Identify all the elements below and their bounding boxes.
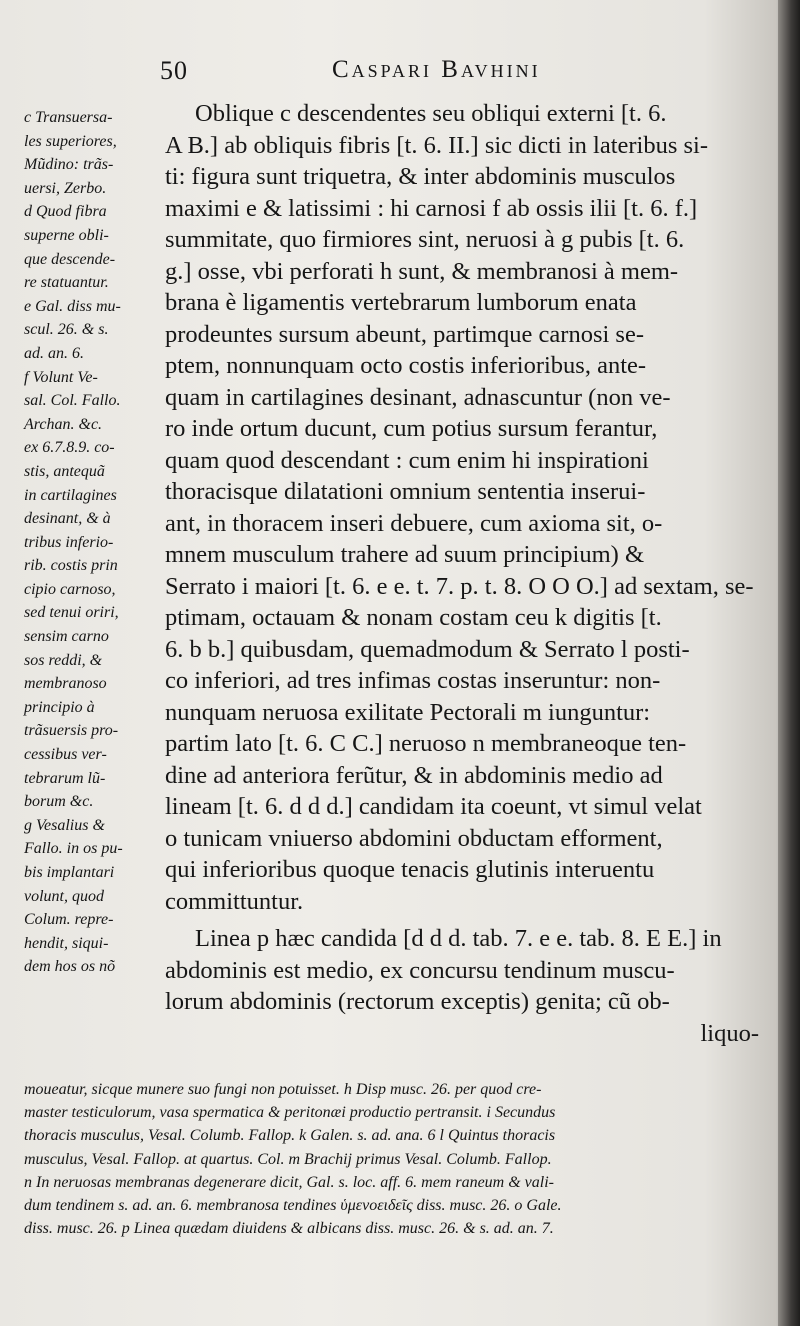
- sidenote-line: ad. an. 6.: [24, 344, 84, 362]
- sidenote-line: c Transuersa-: [24, 109, 113, 126]
- sidenote-line: principio à: [24, 698, 95, 716]
- sidenote-line: borum &c.: [24, 793, 94, 811]
- text-line: committuntur.: [165, 887, 304, 915]
- text-line: partim lato [t. 6. C C.] neruoso n membraneoque ten-: [165, 730, 687, 757]
- sidenote-line: bis implantari: [24, 864, 115, 881]
- sidenote-line: que descende-: [24, 250, 116, 268]
- page-edge-shadow: [778, 0, 800, 1326]
- text-line: ptimam, octauam & nonam costam ceu k digitis [t.: [165, 604, 662, 631]
- main-text: [165, 98, 763, 1049]
- sidenote-line: rib. costis prin: [24, 557, 118, 575]
- sidenote-line: scul. 26. & s.: [24, 321, 109, 339]
- text-line: quam quod descendant : cum enim hi inspirationi: [165, 446, 649, 474]
- sidenote-line: les superiores,: [24, 132, 117, 150]
- text-line: lineam [t. 6. d d d.] candidam ita coeunt, vt simul velat: [165, 793, 702, 820]
- text-line: lorum abdominis (rectorum exceptis) genita; cũ ob-: [165, 988, 670, 1015]
- sidenote-line: sal. Col. Fallo.: [24, 392, 121, 410]
- text-line: dine ad anteriora ferũtur, & in abdominis medio ad: [165, 761, 663, 789]
- text-line: quam in cartilagines desinant, adnascuntur (non ve-: [165, 383, 671, 411]
- sidenote-line: tebrarum lũ-: [24, 769, 106, 787]
- sidenote-line: desinant, & à: [24, 510, 111, 528]
- marginal-notes: [24, 106, 162, 979]
- text-line: maximi e & latissimi : hi carnosi f ab ossis ilii [t. 6. f.]: [165, 194, 698, 222]
- text-line: ant, in thoracem inseri debuere, cum axioma sit, o-: [165, 509, 663, 537]
- footnote-line: thoracis musculus, Vesal. Columb. Fallop. k Galen. s. ad. ana. 6 l Quintus thoracis: [24, 1127, 556, 1145]
- text-line: o tunicam vniuerso abdomini obductam efforment,: [165, 824, 663, 852]
- text-line: ro inde ortum ducunt, cum potius sursum ferantur,: [165, 415, 658, 442]
- paragraph-linea-alba: [165, 923, 763, 1049]
- page-number: 50: [160, 56, 188, 85]
- sidenote-line: in cartilagines: [24, 486, 117, 504]
- text-line: summitate, quo firmiores sint, neruosi à g pubis [t. 6.: [165, 226, 685, 253]
- sidenote-line: sos reddi, &: [24, 651, 103, 669]
- text-line: mnem musculum trahere ad suum principium) &: [165, 541, 645, 568]
- text-line: thoracisque dilatationi omnium sententia inserui-: [165, 478, 646, 505]
- footnote-line: diss. musc. 26. p Linea quædam diuidens & albicans diss. musc. 26. & s. ad. an. 7.: [24, 1220, 554, 1238]
- sidenote-line: uersi, Zerbo.: [24, 179, 107, 197]
- text-line: 6. b b.] quibusdam, quemadmodum & Serrato l posti-: [165, 635, 690, 663]
- sidenote-line: trãsuersis pro-: [24, 722, 119, 740]
- text-line: prodeuntes sursum abeunt, partimque carnosi se-: [165, 320, 644, 348]
- text-line: qui inferioribus quoque tenacis glutinis interuentu: [165, 856, 655, 883]
- footnote-line: moueatur, sicque munere suo fungi non potuisset. h Disp musc. 26. per quod cre-: [24, 1081, 542, 1098]
- text-line: Oblique c descendentes seu obliqui externi [t. 6.: [195, 100, 667, 127]
- text-line: ti: figura sunt triquetra, & inter abdominis musculos: [165, 163, 676, 190]
- paragraph-oblique-muscles: [165, 98, 763, 917]
- sidenote-line: sed tenui oriri,: [24, 604, 119, 622]
- footnote-line: master testiculorum, vasa spermatica & peritonæi productio pertransit. i Secundus: [24, 1104, 556, 1122]
- sidenote-line: sensim carno: [24, 628, 109, 646]
- text-line: abdominis est medio, ex concursu tendinum muscu-: [165, 956, 675, 984]
- sidenote-line: dem hos os nõ: [24, 958, 116, 976]
- text-line: Linea p hæc candida [d d d. tab. 7. e e. tab. 8. E E.] in: [195, 925, 722, 952]
- sidenote-line: Mũdino: trãs-: [24, 156, 114, 174]
- text-line: brana è ligamentis vertebrarum lumborum enata: [165, 289, 637, 316]
- sidenote-line: Colum. repre-: [24, 911, 114, 929]
- sidenote-line: e Gal. diss mu-: [24, 297, 121, 315]
- footnote-line: musculus, Vesal. Fallop. at quartus. Col. m Brachij primus Vesal. Columb. Fallop.: [24, 1150, 552, 1168]
- footnote-line: dum tendinem s. ad. an. 6. membranosa tendines ὑμενοειδεῖς diss. musc. 26. o Gale.: [24, 1196, 562, 1214]
- text-line: A B.] ab obliquis fibris [t. 6. II.] sic dicti in lateribus si-: [165, 131, 709, 159]
- text-line: nunquam neruosa exilitate Pectorali m iunguntur:: [165, 698, 651, 726]
- sidenote-line: stis, antequã: [24, 462, 105, 480]
- sidenote-line: Archan. &c.: [24, 415, 103, 433]
- sidenote-line: Fallo. in os pu-: [24, 840, 123, 858]
- sidenote-line: re statuantur.: [24, 274, 109, 292]
- sidenote-line: ex 6.7.8.9. co-: [24, 439, 115, 457]
- sidenote-line: membranoso: [24, 675, 107, 693]
- catchword-line: liquo-: [700, 1019, 759, 1047]
- text-line: co inferiori, ad tres infimas costas inseruntur: non-: [165, 667, 661, 694]
- text-line: ptem, nonnunquam octo costis inferioribus, ante-: [165, 352, 647, 379]
- sidenote-line: cessibus ver-: [24, 746, 107, 764]
- sidenote-line: volunt, quod: [24, 887, 104, 905]
- footnotes: [24, 1078, 764, 1240]
- footnote-line: n In neruosas membranas degenerare dicit, Gal. s. loc. aff. 6. mem raneum & vali-: [24, 1173, 554, 1191]
- running-head: [160, 56, 760, 96]
- sidenote-line: tribus inferio-: [24, 533, 114, 551]
- sidenote-line: g Vesalius &: [24, 816, 105, 834]
- text-line: Serrato i maiori [t. 6. e e. t. 7. p. t. 8. O O O.] ad sextam, se-: [165, 572, 754, 600]
- sidenote-line: hendit, siqui-: [24, 934, 109, 952]
- sidenote-line: superne obli-: [24, 226, 109, 244]
- author-running-title: Caspari Bavhini: [332, 56, 541, 83]
- sidenote-line: d Quod fibra: [24, 203, 107, 221]
- sidenote-line: cipio carnoso,: [24, 580, 116, 598]
- text-line: g.] osse, vbi perforati h sunt, & membranosi à mem-: [165, 257, 679, 285]
- sidenote-line: f Volunt Ve-: [24, 368, 98, 386]
